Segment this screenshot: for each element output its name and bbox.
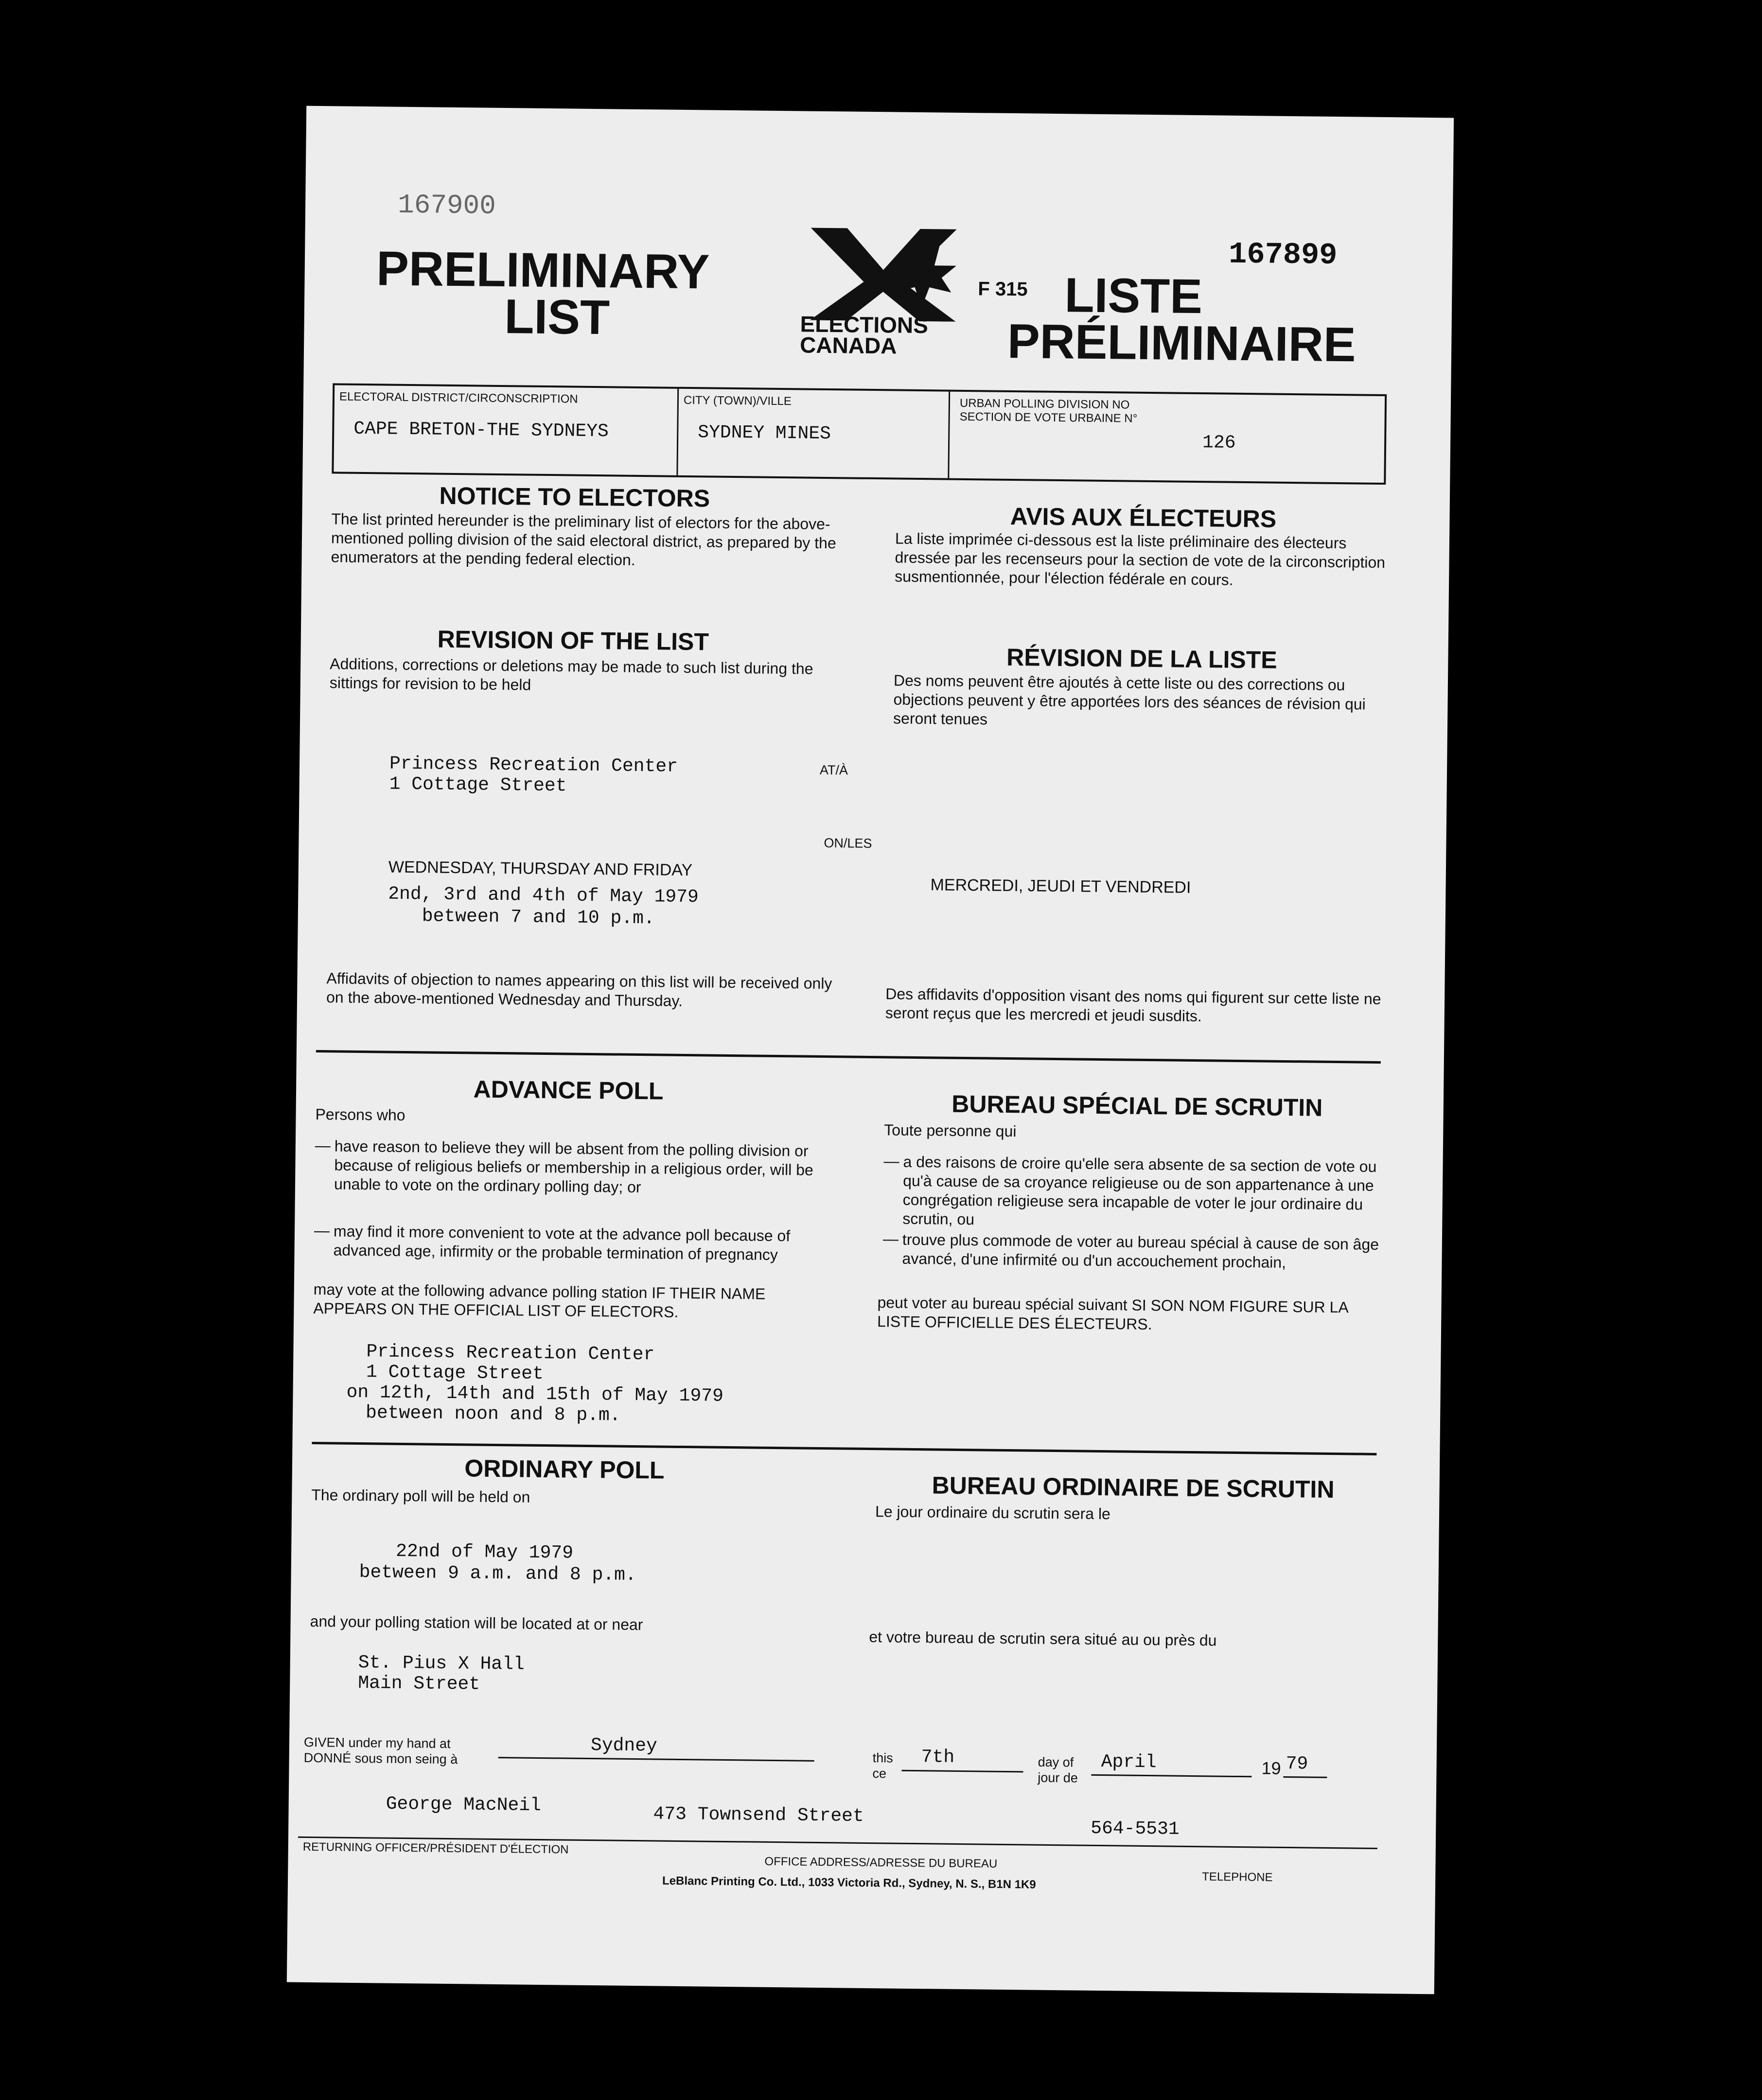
signature-line [901, 1770, 1023, 1773]
advance-place-2: 1 Cottage Street [366, 1362, 544, 1384]
advance-place-1: Princess Recreation Center [366, 1341, 655, 1365]
advance-outro-en: may vote at the following advance polling station IF THEIR NAME APPEARS ON THE OFFICIAL LIST OF ELECTORS. [313, 1280, 766, 1321]
month-value: April [1101, 1751, 1157, 1773]
advance-item1-fr: a des raisons de croire qu'elle sera absente de sa section de vote ou qu'à cause de sa croyance religieuse ou de son appartenance à une congrégation religieuse sera incapable de voter le jour ordinaire du scrutin, ou [902, 1153, 1377, 1228]
notice-text-fr: La liste imprimée ci-dessous est la liste préliminaire des électeurs dressée par les recenseurs pour la section de vote de la circonscription susmentionnée, pour l'élection fédérale en cours. [895, 529, 1386, 589]
day-value: 7th [921, 1747, 955, 1768]
revision-text-en: Additions, corrections or deletions may be made to such list during the sittings for revision to be held [329, 655, 813, 694]
advance-time: between noon and 8 p.m. [365, 1402, 621, 1426]
advance-heading-en: ADVANCE POLL [473, 1075, 664, 1105]
advance-intro-fr: Toute personne qui [884, 1121, 1017, 1140]
ordinary-heading-fr: BUREAU ORDINAIRE DE SCRUTIN [932, 1471, 1335, 1504]
advance-outro-fr: peut voter au bureau spécial suivant SI SON NOM FIGURE SUR LA LISTE OFFICIELLE DES ÉLECTEURS. [877, 1294, 1348, 1333]
ordinary-intro-fr: Le jour ordinaire du scrutin sera le [875, 1503, 1111, 1523]
printer-credit: LeBlanc Printing Co. Ltd., 1033 Victoria Rd., Sydney, N. S., B1N 1K9 [662, 1874, 1036, 1891]
station-text-en: and your polling station will be located at or near [310, 1612, 643, 1634]
district-cell: ELECTORAL DISTRICT/CIRCONSCRIPTION CAPE BRETON-THE SYDNEYS [334, 385, 679, 475]
section-divider [316, 1050, 1381, 1064]
city-cell: CITY (TOWN)/VILLE SYDNEY MINES [678, 389, 950, 478]
given-place: Sydney [590, 1735, 658, 1757]
district-value: CAPE BRETON-THE SYDNEYS [353, 418, 609, 442]
officer-name: George MacNeil [386, 1793, 542, 1816]
signature-line [1283, 1776, 1327, 1778]
this-label: this ce [872, 1750, 893, 1781]
elections-canada-logo: ELECTIONS CANADA [800, 223, 976, 370]
revision-place-1: Princess Recreation Center [389, 753, 678, 777]
title-english: PRELIMINARY LIST [376, 241, 710, 345]
officer-label: RETURNING OFFICER/PRÉSIDENT D'ÉLECTION [302, 1840, 569, 1856]
title-french: LISTE PRÉLIMINAIRE [1007, 268, 1357, 372]
revision-heading-fr: RÉVISION DE LA LISTE [1006, 643, 1278, 674]
ordinary-heading-en: ORDINARY POLL [464, 1454, 665, 1484]
revision-place-2: 1 Cottage Street [389, 773, 567, 797]
year-value: 79 [1286, 1753, 1308, 1775]
dayof-label: day of jour de [1038, 1754, 1078, 1785]
signature-line [1091, 1774, 1251, 1777]
city-value: SYDNEY MINES [698, 422, 831, 445]
notice-text-en: The list printed hereunder is the preliminary list of electors for the above-mentioned polling division of the said electoral district, as prepared by the enumerators at the pending federal election. [331, 510, 836, 569]
ordinary-time: between 9 a.m. and 8 p.m. [359, 1562, 636, 1586]
advance-item1-en: have reason to believe they will be absent from the polling division or because of religious beliefs or membership in a religious order, will be unable to vote on the ordinary polling day; or [334, 1137, 813, 1196]
dash: — [883, 1152, 899, 1170]
notice-heading-fr: AVIS AUX ÉLECTEURS [1010, 502, 1277, 533]
revision-time: between 7 and 10 p.m. [422, 906, 655, 929]
signature-line [498, 1757, 814, 1762]
ordinary-place-2: Main Street [358, 1673, 480, 1695]
dash: — [882, 1230, 899, 1248]
form-number: F 315 [978, 278, 1028, 300]
advance-dates: on 12th, 14th and 15th of May 1979 [346, 1382, 724, 1407]
revision-text-fr: Des noms peuvent être ajoutés à cette liste ou des corrections ou objections peuvent y être apportées lors des séances de révision qui seront tenues [893, 671, 1366, 728]
at-label: AT/À [819, 762, 848, 778]
advance-item2-en: may find it more convenient to vote at the advance poll because of advanced age, infirmity or the probable termination of pregnancy [333, 1222, 791, 1264]
ordinary-date: 22nd of May 1979 [395, 1540, 574, 1564]
division-value: 126 [1202, 432, 1236, 454]
ordinary-place-1: St. Pius X Hall [358, 1652, 525, 1675]
given-label: GIVEN under my hand at DONNÉ sous mon seing à [303, 1734, 458, 1767]
document-page [287, 106, 1454, 1995]
advance-intro-en: Persons who [315, 1105, 405, 1124]
notice-heading-en: NOTICE TO ELECTORS [439, 482, 710, 512]
address-label: OFFICE ADDRESS/ADRESSE DU BUREAU [764, 1855, 998, 1871]
station-text-fr: et votre bureau de scrutin sera situé au ou près du [869, 1628, 1217, 1649]
affidavit-en: Affidavits of objection to names appearing on this list will be received only on the above-mentioned Wednesday and Thursday. [326, 969, 832, 1010]
revision-heading-en: REVISION OF THE LIST [437, 625, 709, 656]
revision-dates: 2nd, 3rd and 4th of May 1979 [388, 883, 699, 908]
phone-label: TELEPHONE [1202, 1870, 1273, 1884]
revision-days-fr: MERCREDI, JEUDI ET VENDREDI [930, 875, 1191, 897]
dash: — [315, 1137, 331, 1155]
division-cell: URBAN POLLING DIVISION NO SECTION DE VOTE URBAINE N° 126 [949, 392, 1383, 483]
on-label: ON/LES [824, 835, 872, 851]
advance-heading-fr: BUREAU SPÉCIAL DE SCRUTIN [951, 1090, 1323, 1121]
serial-number: 167899 [1228, 237, 1338, 273]
dash: — [314, 1222, 330, 1240]
section-divider [312, 1442, 1376, 1455]
header-box [332, 383, 1387, 485]
affidavit-fr: Des affidavits d'opposition visant des noms qui figurent sur cette liste ne seront reçus que les mercredi et jeudi susdits. [885, 985, 1381, 1025]
year-prefix: 19 [1261, 1758, 1281, 1778]
advance-item2-fr: trouve plus commode de voter au bureau spécial à cause de son âge avancé, d'une infirmité ou d'un accouchement prochain, [902, 1230, 1379, 1271]
office-address: 473 Townsend Street [653, 1803, 864, 1827]
office-phone: 564-5531 [1091, 1818, 1180, 1840]
revision-days-en: WEDNESDAY, THURSDAY AND FRIDAY [388, 858, 693, 880]
ordinary-intro-en: The ordinary poll will be held on [311, 1486, 530, 1506]
serial-number-faded: 167900 [397, 189, 496, 222]
